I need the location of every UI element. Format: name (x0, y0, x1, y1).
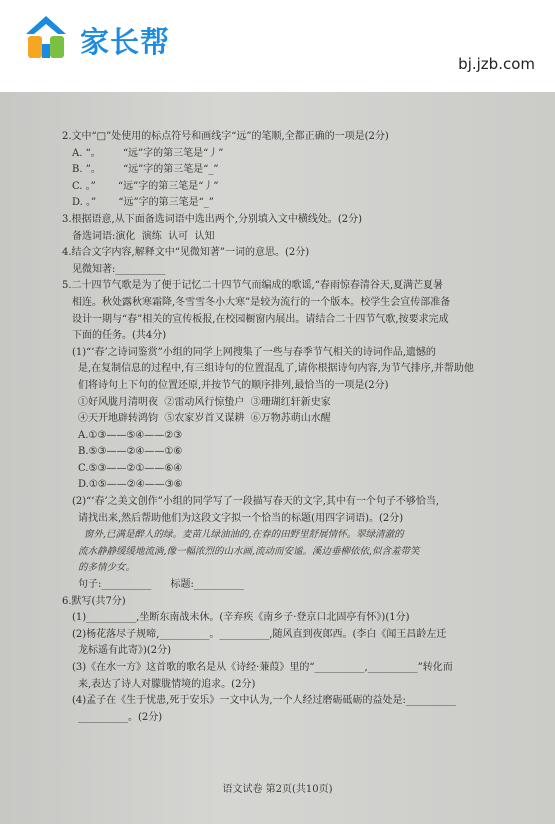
text-line: 相连。秋处露秋寒霜降,冬雪雪冬小大寒”是较为流行的一个版本。校学生会宣传部准备 (72, 296, 451, 308)
text-line: (3)《在水一方》这首歌的歌名是从《诗经·蒹葭》里的“__________,__________”转化而 (72, 662, 453, 673)
text-line: D.①⑤——②④——③⑥ (78, 479, 183, 491)
text-line: 们将诗句上下句的位置还原,并按节气的顺序排列,最恰当的一项是(2分) (78, 379, 389, 391)
text-line: 6.默写(共7分) (62, 595, 126, 607)
text-line: __________。(2分) (78, 711, 163, 723)
text-line: B. ”。 “远”字的第三笔是“_” (72, 164, 219, 176)
brand-name: 家长帮 (80, 25, 171, 59)
text-line: 4.结合文字内容,解释文中“见微知著”一词的意思。(2分) (62, 247, 310, 259)
text-line: ④天开地辟转鸿钧 ⑤农家岁首又谋耕 ⑥万物苏萌山水醒 (78, 413, 331, 425)
text-line: 设计一期与“春”相关的宣传板报,在校园橱窗内展出。请结合二十四节气歌,按要求完成 (72, 313, 449, 325)
page-footer: 语文试卷 第2页(共10页) (222, 784, 333, 795)
text-line: C.⑤③——②①——⑥④ (78, 462, 183, 474)
text-line: ①好风胧月清明夜 ②雷动风行惊蛰户 ③珊瑚红轩新史家 (78, 396, 331, 408)
text-line: (1)“‘春’之诗词鉴赏”小组的同学上网搜集了一些与春季节气相关的诗词作品,遗憾的 (72, 346, 436, 358)
header (0, 0, 555, 92)
text-line: B.⑤③——②④——①⑥ (78, 446, 183, 458)
text-line: 3.根据语意,从下面备选词语中选出两个,分别填入文中横线处。(2分) (62, 213, 363, 225)
text-line: 备选词语:演化 演练 认可 认知 (72, 230, 215, 242)
text-line: (2)“‘春’之美文创作”小组的同学写了一段描写春天的文字,其中有一个句子不够恰当, (72, 496, 440, 508)
text-line: A.①③——⑤④——②③ (78, 429, 183, 441)
text-line: 来,表达了诗人对朦胧情境的追求。(2分) (78, 678, 256, 690)
text-line: 句子:__________ 标题:__________ (78, 579, 244, 591)
text-line: (1)__________,坐断东南战未休。(辛弃疾《南乡子·登京口北固亭有怀》)(1分) (72, 612, 410, 624)
text-line: 窗外,已满是醉人的绿。麦苗儿绿油油的,在春的田野里舒展情怀。翠绿清澈的 (78, 529, 404, 541)
exam-content (62, 130, 502, 727)
text-line: 下面的任务。(共4分) (72, 330, 167, 342)
text-line: 是,在复制信息的过程中,有三组诗句的位置混乱了,请你根据诗句内容,为节气排序,并帮助他 (78, 363, 474, 375)
text-line: 的多情少女。 (78, 562, 136, 574)
text-line: 龙标遥有此寄》)(2分) (78, 645, 172, 657)
text-line: (2)杨花落尽子规啼,__________。__________,随风直到夜郎西。(李白《闻王昌龄左迁 (72, 628, 447, 640)
text-line: C. 。” “远”字的第三笔是“丿” (72, 180, 219, 192)
text-line: 流水静静缓缓地流淌,像一幅浓烈的山水画,流动而安谧。溪边垂柳依依,似含羞带笑 (78, 545, 420, 557)
text-line: 2.文中“□”处使用的标点符号和画线字“远”的笔顺,全都正确的一项是(2分) (62, 131, 389, 142)
text-line: A. “。 “远”字的第三笔是“丿” (72, 147, 224, 159)
text-line: (4)孟子在《生于忧患,死于安乐》一文中认为,一个人经过磨砺砥砺的益处是:__________ (72, 695, 456, 707)
text-line: 见微知著:__________ (72, 263, 166, 275)
house-logo-icon (22, 14, 70, 62)
site-url: bj.jzb.com (458, 55, 535, 73)
text-line: 请找出来,然后帮助他们为这段文字拟一个恰当的标题(用四字词语)。(2分) (78, 512, 404, 524)
text-line: D. 。” “远”字的第三笔是“_” (72, 197, 214, 209)
text-line: 5.二十四节气歌是为了便于记忆二十四节气而编成的歌谣,“春雨惊春清谷天,夏满芒夏暑 (62, 280, 444, 292)
